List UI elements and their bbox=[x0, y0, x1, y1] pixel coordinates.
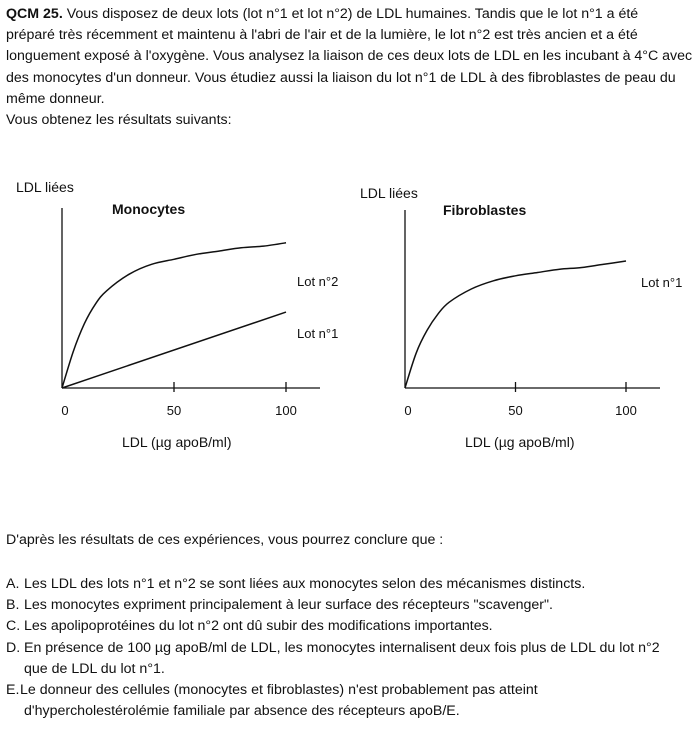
charts-area bbox=[0, 176, 700, 466]
chart-1-series-lot-n-2-line bbox=[62, 243, 286, 388]
chart-1-series-lot-n-1-label: Lot n°1 bbox=[297, 326, 339, 341]
chart-2-x-label: LDL (µg apoB/ml) bbox=[465, 434, 575, 450]
option-a-text: Les LDL des lots n°1 et n°2 se sont liées aux monocytes selon des mécanismes distincts. bbox=[24, 576, 586, 592]
chart-2-series-lot-n-1-line bbox=[405, 261, 626, 388]
chart-2-series-lot-n-1-label: Lot n°1 bbox=[641, 275, 683, 290]
option-b-letter: B. bbox=[6, 597, 20, 614]
chart-2-title: Fibroblastes bbox=[443, 202, 527, 218]
option-a[interactable] bbox=[6, 574, 660, 595]
chart-1-y-label: LDL liées bbox=[16, 179, 74, 195]
option-d[interactable] bbox=[6, 638, 660, 659]
question-intro bbox=[6, 4, 700, 131]
chart-1-series-lot-n-1-line bbox=[62, 312, 286, 388]
intro-line-4: des monocytes d'un donneur. Vous étudiez aussi la liaison du lot n°1 de LDL à des fibroblastes de peau du bbox=[6, 69, 676, 86]
chart-1-title: Monocytes bbox=[112, 201, 186, 217]
option-c[interactable] bbox=[6, 616, 660, 637]
option-b[interactable] bbox=[6, 595, 660, 616]
answer-options bbox=[6, 574, 660, 722]
intro-line-5: même donneur. bbox=[6, 90, 105, 107]
option-c-letter: C. bbox=[6, 618, 21, 635]
option-d-text: En présence de 100 µg apoB/ml de LDL, les monocytes internalisent deux fois plus de LDL du lot n°2 bbox=[24, 639, 660, 656]
chart-2-x-tick-label-0: 0 bbox=[404, 403, 412, 418]
option-d-text-cont: que de LDL du lot n°1. bbox=[24, 660, 165, 677]
option-e-text-cont: d'hypercholestérolémie familiale par absence des récepteurs apoB/E. bbox=[24, 703, 460, 720]
question-number: QCM 25. bbox=[6, 6, 63, 22]
chart-1-x-tick-label-50: 50 bbox=[166, 403, 182, 418]
option-e-text: Le donneur des cellules (monocytes et fibroblastes) n'est probablement pas atteint bbox=[20, 682, 538, 699]
option-c-text: Les apolipoprotéines du lot n°2 ont dû subir des modifications importantes. bbox=[24, 618, 493, 635]
option-e-letter: E. bbox=[6, 682, 20, 699]
intro-line-3: longuement exposé à l'oxygène. Vous analysez la liaison de ces deux lots de LDL en les incubant à 4°C avec bbox=[6, 48, 693, 65]
intro-line-1 bbox=[6, 4, 700, 25]
option-a-letter: A. bbox=[6, 576, 20, 592]
chart-2-x-tick-label-50: 50 bbox=[508, 403, 523, 418]
chart-1-x-tick-label-100: 100 bbox=[275, 403, 297, 418]
charts-svg bbox=[0, 176, 700, 466]
intro-line-1-text: Vous disposez de deux lots (lot n°1 et lot n°2) de LDL humaines. Tandis que le lot n°1 a été bbox=[62, 6, 639, 22]
option-b-text: Les monocytes expriment principalement à leur surface des récepteurs "scavenger". bbox=[24, 597, 553, 614]
chart-1-x-tick-label-0: 0 bbox=[61, 403, 69, 418]
intro-line-2: préparé très récemment et maintenu à l'abri de l'air et de la lumière, le lot n°2 est très ancien et a été bbox=[6, 27, 638, 44]
option-e[interactable] bbox=[6, 680, 660, 701]
chart-2-y-label: LDL liées bbox=[360, 185, 418, 201]
option-d-letter: D. bbox=[6, 639, 21, 656]
conclusion-prompt: D'après les résultats de ces expériences, vous pourrez conclure que : bbox=[6, 532, 444, 548]
chart-2-x-tick-label-100: 100 bbox=[615, 403, 637, 418]
chart-1-series-lot-n-2-label: Lot n°2 bbox=[297, 274, 339, 289]
intro-line-6: Vous obtenez les résultats suivants: bbox=[6, 111, 232, 128]
chart-1-x-label: LDL (µg apoB/ml) bbox=[122, 434, 232, 450]
